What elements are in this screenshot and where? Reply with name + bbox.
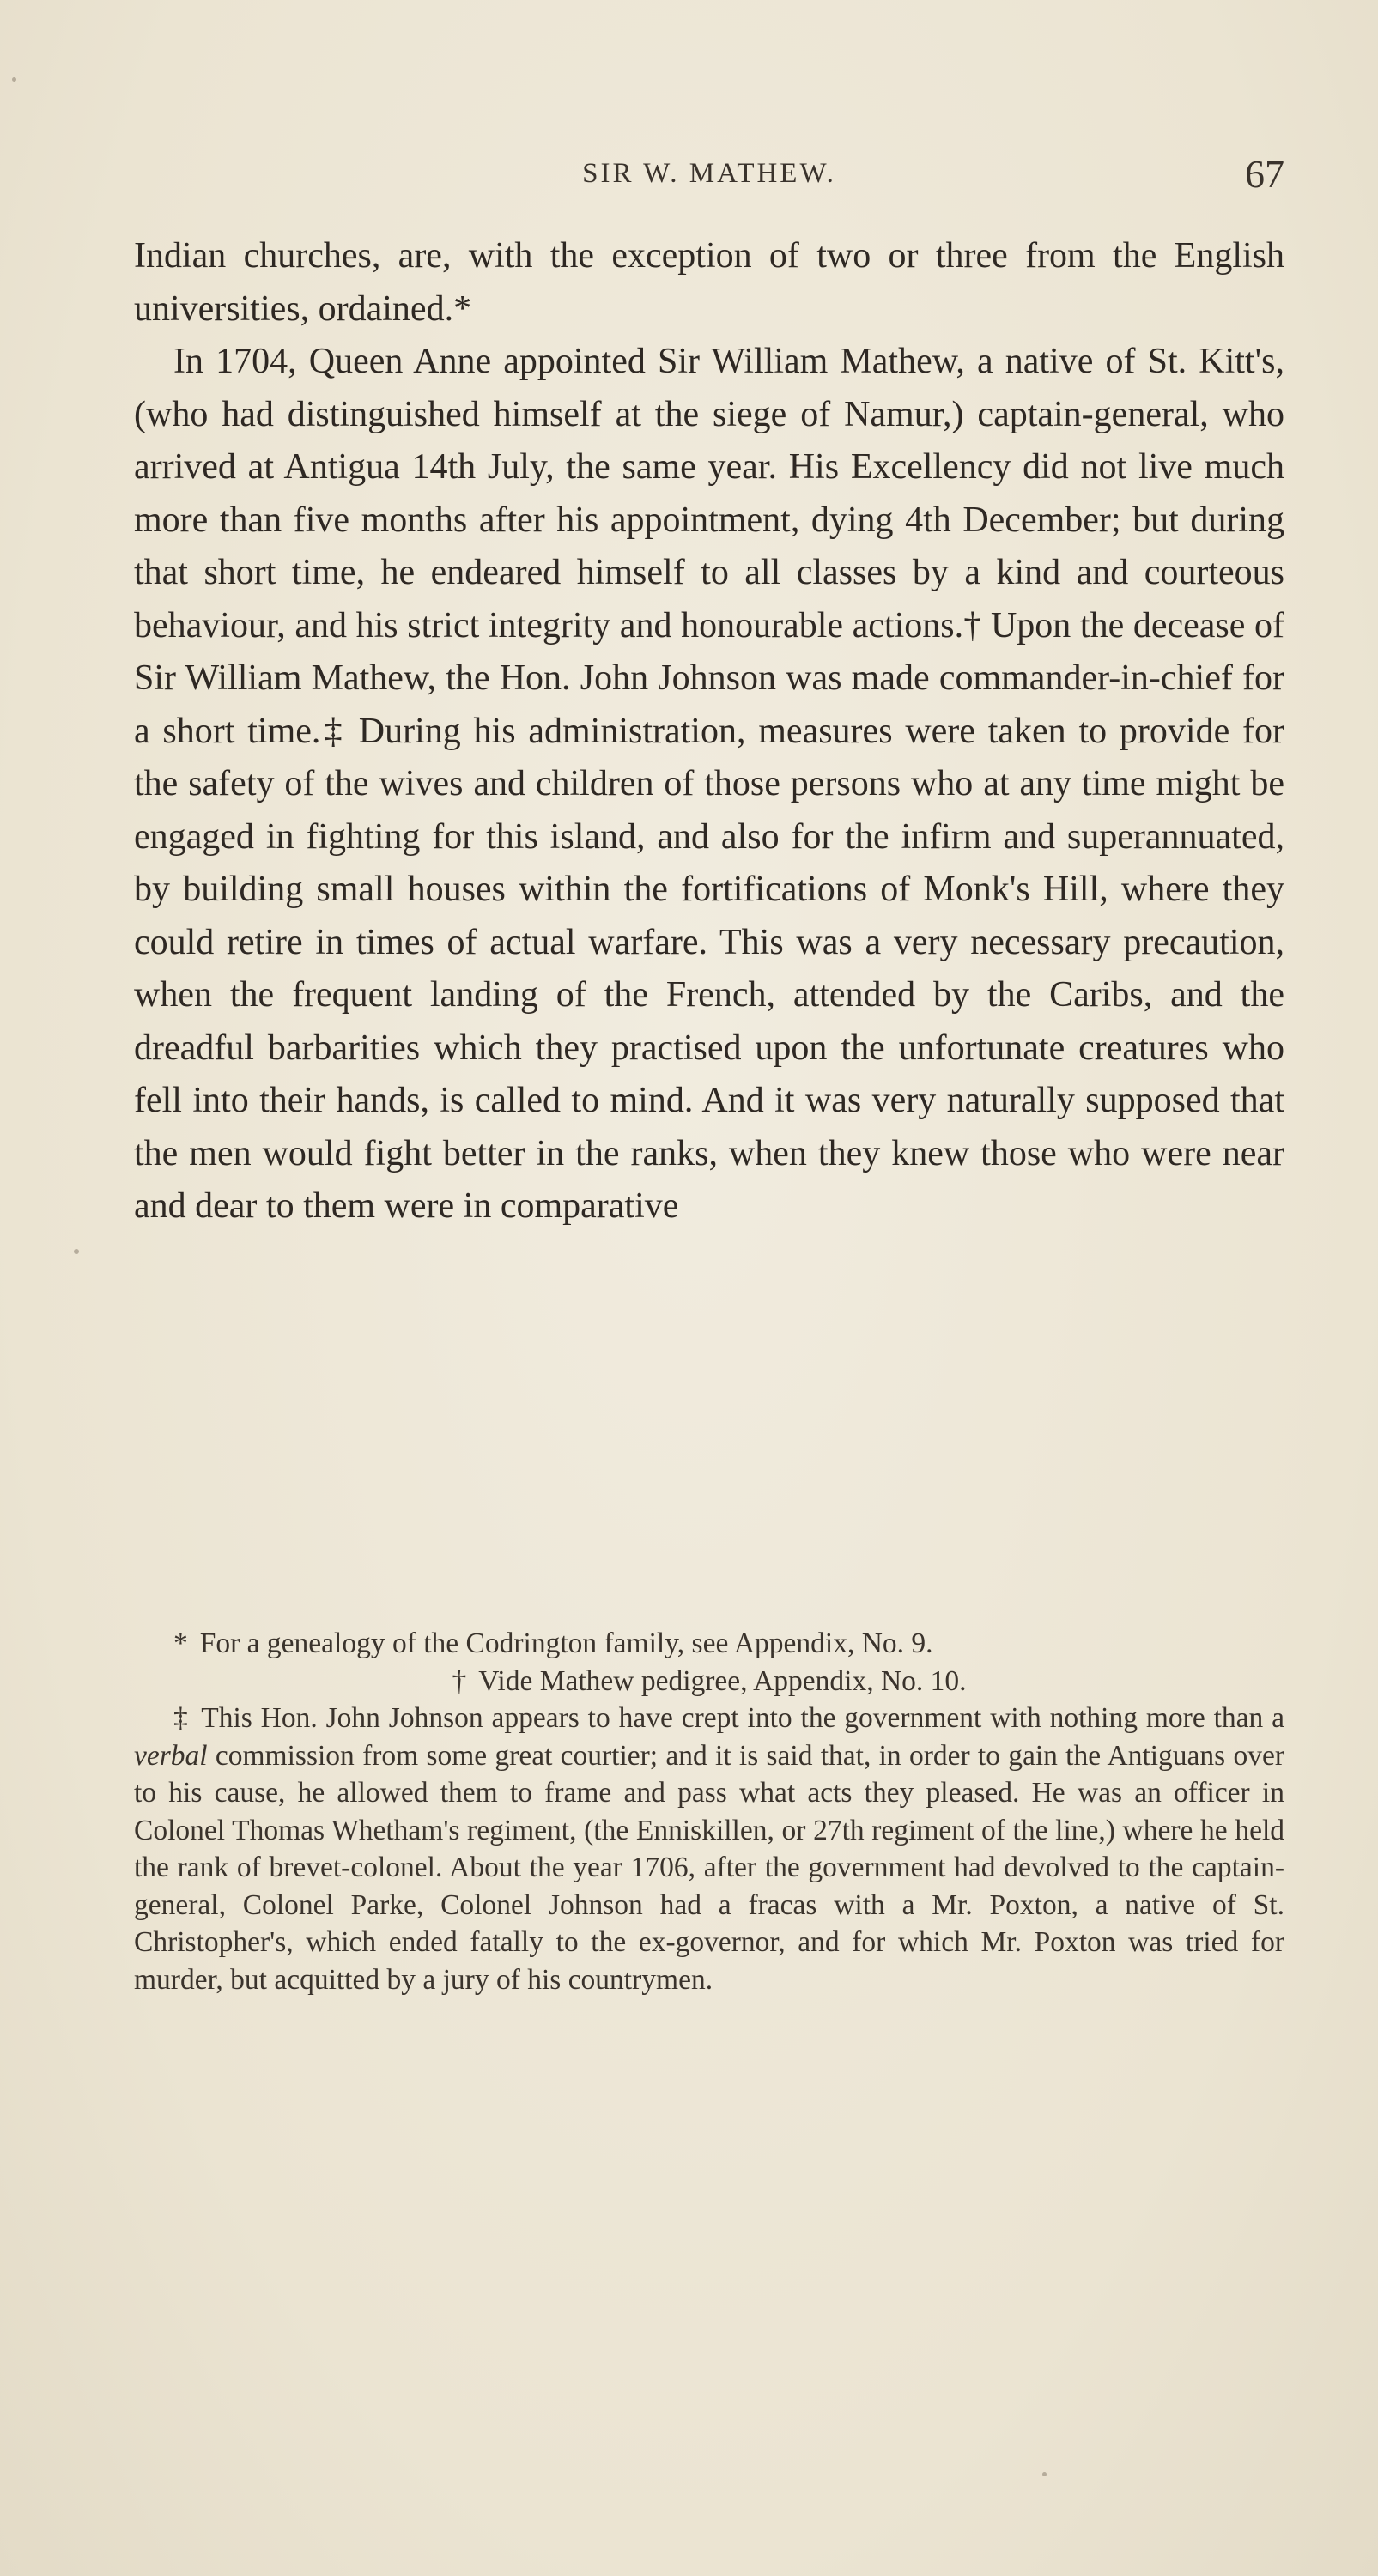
footnotes (134, 1625, 1284, 1998)
page-number: 67 (1245, 152, 1284, 196)
running-head: SIR W. MATHEW. (582, 158, 836, 189)
footnote-1-symbol: * (173, 1627, 188, 1659)
footnote-3-text-after: commission from some great courtier; and it is said that, in order to gain the Antiguans over to his cause, he allowed them to frame and pass what acts they pleased. He was an officer in Colonel Thomas Whetham's regiment, (the Enniskillen, or 27th regiment of the line,) where he held the rank of brevet-colonel. About the year 1706, after the government had devolved to the captain-general, Colonel Parke, Colonel Johnson had a fracas with a Mr. Poxton, a native of St. Christopher's, which ended fatally to the ex-governor, and for which Mr. Poxton was tried for murder, but acquitted by a jury of his countrymen. (134, 1739, 1285, 1996)
footnote-2 (134, 1663, 1284, 1700)
paper-speck (74, 1249, 79, 1254)
footnote-2-symbol: † (452, 1664, 467, 1697)
footnote-3 (134, 1700, 1284, 1998)
footnote-1-text: For a genealogy of the Codrington family, see Appendix, No. 9. (199, 1627, 933, 1659)
paper-speck (12, 77, 16, 82)
footnote-3-italic: verbal (134, 1739, 208, 1772)
paper-speck (1042, 2472, 1047, 2476)
body-text (134, 230, 1284, 1233)
footnote-1 (134, 1625, 1284, 1663)
page-header (134, 151, 1284, 203)
paragraph-2: In 1704, Queen Anne appointed Sir William Mathew, a native of St. Kitt's, (who had distinguished himself at the siege of Namur,) captain-general, who arrived at Antigua 14th July, the same year. His Excellency did not live much more than five months after his appointment, dying 4th December; but during that short time, he endeared himself to all classes by a kind and courteous behaviour, and his strict integrity and honourable actions.† Upon the decease of Sir William Mathew, the Hon. John Johnson was made commander-in-chief for a short time.‡ During his administration, measures were taken to provide for the safety of the wives and children of those persons who at any time might be engaged in fighting for this island, and also for the infirm and superannuated, by building small houses within the fortifications of Monk's Hill, where they could retire in times of actual warfare. This was a very necessary precaution, when the frequent landing of the French, attended by the Caribs, and the dreadful barbarities which they practised upon the unfortunate creatures who fell into their hands, is called to mind. And it was very naturally supposed that the men would fight better in the ranks, when they knew those who were near and dear to them were in comparative (134, 342, 1284, 1226)
paragraph-1: Indian churches, are, with the exception of two or three from the English universities, ordained.* (134, 236, 1284, 329)
footnote-2-text: Vide Mathew pedigree, Appendix, No. 10. (478, 1664, 967, 1697)
footnote-3-text-before: This Hon. John Johnson appears to have crept into the government with nothing more than a (201, 1702, 1284, 1734)
footnote-3-symbol: ‡ (173, 1702, 190, 1734)
